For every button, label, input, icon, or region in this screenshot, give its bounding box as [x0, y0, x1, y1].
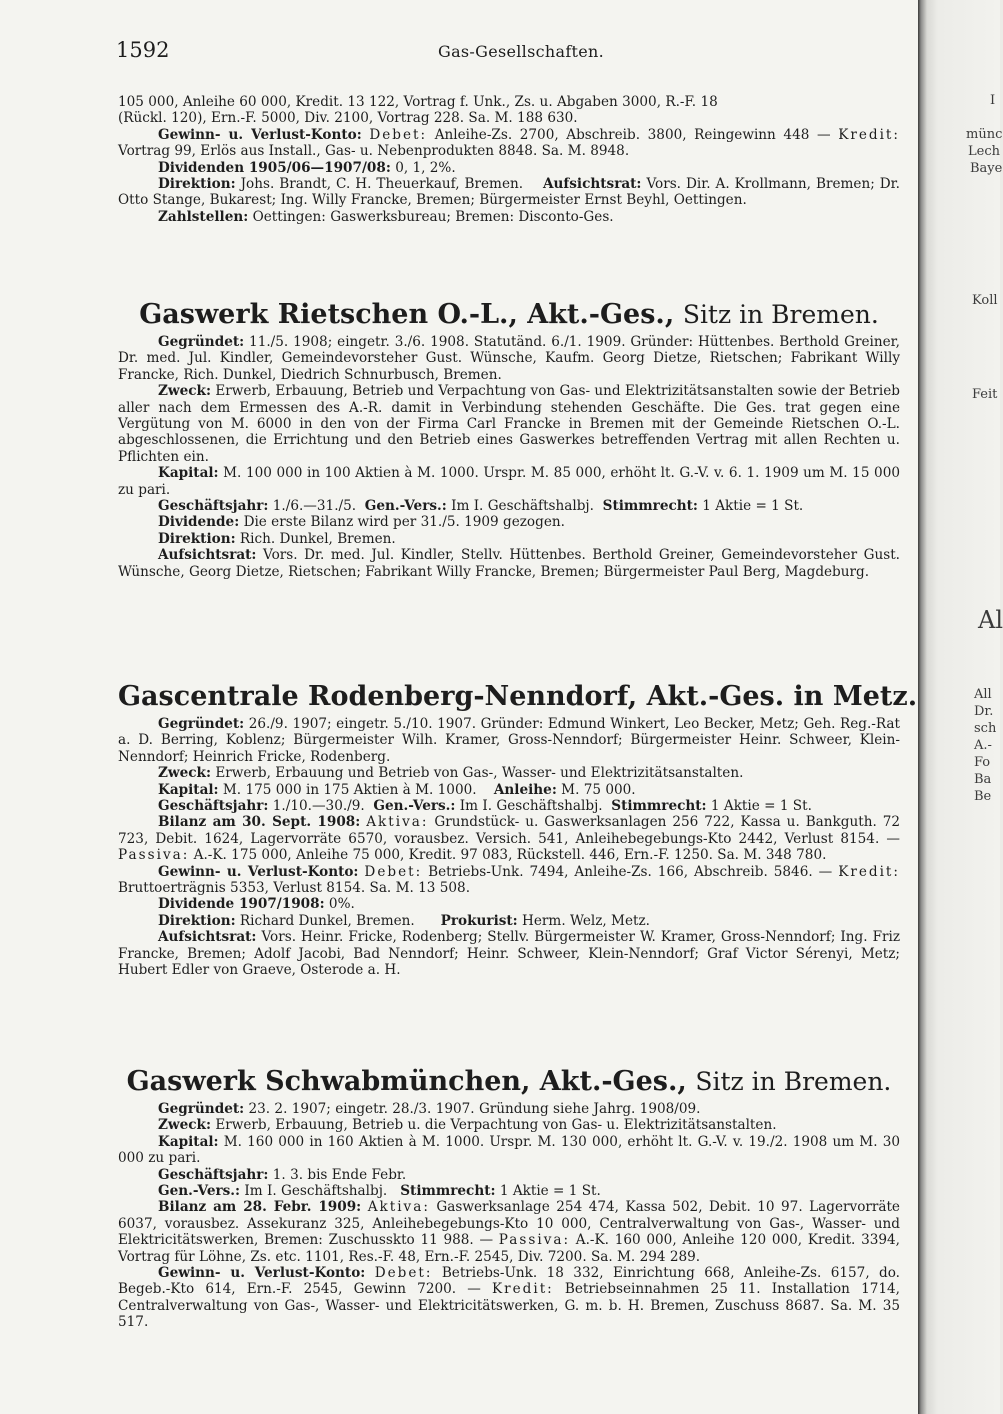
entry-schwabmuenchen: [118, 1101, 900, 1331]
adjacent-page-fragment: Baye: [970, 161, 1003, 176]
balance-sheet: Bilanz am 30. Sept. 1908: Aktiva: Grundstück- u. Gaswerksanlagen 256 722, Kassa u. Bankguth. 72 723, Debit. 1624, Lagervorräte 6570, vorausbez. Versich. 541, Anleihebegebungs-Kto 2442, Verlust 8154. — Passiva: A.-K. 175 000, Anleihe 75 000, Kredit. 97 083, Rückstell. 446, Ern.-F. 1250. Sa. M. 348 780.: [118, 814, 900, 864]
fiscal-year: [118, 498, 900, 514]
purpose-value: Erwerb, Erbauung und Betrieb von Gas-, Wasser- und Elektrizitätsanstalten.: [215, 765, 744, 782]
debet-label: Debet:: [374, 1265, 433, 1282]
company-seat: Sitz in Bremen.: [682, 300, 879, 329]
dividend: [118, 896, 900, 912]
fiscal-year-label: Geschäftsjahr:: [158, 798, 269, 815]
general-meeting-label: Gen.-Vers.:: [364, 498, 447, 515]
direktion: [118, 531, 900, 547]
adjacent-page-fragment: Ba: [974, 772, 992, 787]
voting-right-value: 1 Aktie = 1 St.: [499, 1183, 601, 1200]
aufsichtsrat-label: Aufsichtsrat:: [543, 176, 642, 193]
founded: [118, 334, 900, 383]
fiscal-year: [118, 1167, 900, 1183]
balance-sheet: Bilanz am 28. Febr. 1909: Aktiva: Gaswerksanlage 254 474, Kassa 502, Debit. 10 97. Lagervorräte 6037, vorausbez. Assekuranz 325, Anleihebegebungs-Kto 10 000, Centralverwaltung von Gas-, Wasser- und Elektricitätswerken, Bremen: Zuschusskto 11 988. — Passiva: A.-K. 160 000, Anleihe 120 000, Kredit. 3394, Vortrag für Löhne, Zs. etc. 1101, Res.-F. 48, Ern.-F. 2545, Div. 7200. Sa. M. 294 289.: [118, 1199, 900, 1265]
adjacent-page-fragment: All: [974, 687, 992, 702]
voting-right-label: Stimmrecht:: [400, 1183, 496, 1200]
company-name: Gaswerk Schwabmünchen, Akt.-Ges.,: [126, 1066, 687, 1097]
page-number: 1592: [116, 38, 170, 62]
balance-label: Bilanz am 30. Sept. 1908:: [158, 814, 361, 831]
debet-value: Anleihe-Zs. 2700, Abschreib. 3800, Reingewinn 448: [434, 126, 810, 143]
profit-loss: Gewinn- u. Verlust-Konto: Debet: Betriebs-Unk. 18 332, Einrichtung 668, Anleihe-Zs. 6157, do. Begeb.-Kto 614, Ern.-F. 2545, Gewinn 7200. — Kredit: Betriebseinnahmen 25 11. Installation 1714, Centralverwaltung von Gas-, Wasser- und Elektricitätswerken, G. m. b. H. Bremen, Zuschuss 8687. Sa. M. 35 517.: [118, 1265, 900, 1331]
aufsichtsrat-value: Vors. Heinr. Fricke, Rodenberg; Stellv. Bürgermeister W. Kramer, Gross-Nenndorf; Ing. Friz Francke, Bremen; Adolf Jacobi, Bad Nenndorf; Heinr. Schweer, Klein-Nenndorf; Graf Victor Sérenyi, Metz; Hubert Edler von Graeve, Osterode a. H.: [118, 929, 901, 979]
adjacent-page-fragment: Fo: [974, 755, 991, 770]
entry-rietschen: [118, 334, 900, 580]
adjacent-page-fragment: Dr.: [974, 704, 994, 719]
passiva-value: A.-K. 160 000, Anleihe 120 000, Kredit. 3394, Vortrag für Löhne, Zs. etc. 1101, Res.-F. 48, Ern.-F. 2545, Div. 7200. Sa. M. 294 289.: [118, 1232, 900, 1265]
aktiva-value: Grundstück- u. Gaswerksanlagen 256 722, Kassa u. Bankguth. 72 723, Debit. 1624, Lagervorräte 6570, vorausbez. Versich. 541, Anleihebegebungs-Kto 2442, Verlust 8154.: [118, 814, 900, 847]
aufsichtsrat-label: Aufsichtsrat:: [158, 547, 257, 564]
loan-label: Anleihe:: [493, 781, 557, 798]
zahlstellen-label: Zahlstellen:: [158, 208, 249, 225]
profit-loss: Gewinn- u. Verlust-Konto: Debet: Betriebs-Unk. 7494, Anleihe-Zs. 166, Abschreib. 5846. — Kredit: Bruttoerträgnis 5353, Verlust 8154. Sa. M. 13 508.: [118, 863, 900, 897]
prev-paying-agents: [118, 209, 900, 225]
balance-label: Bilanz am 28. Febr. 1909:: [158, 1199, 362, 1216]
adjacent-page-fragment: I: [990, 93, 996, 108]
founded-value: 26./9. 1907; eingetr. 5./10. 1907. Gründer: Edmund Winkert, Leo Becker, Metz; Geh. Reg.-Rat a. D. Berring, Koblenz; Bürgermeister Wilh. Kramer, Gross-Nenndorf; Bürgermeister Heinr. Schweer, Klein-Nenndorf; Heinrich Fricke, Rodenberg.: [118, 716, 900, 765]
dividend-value: 0%.: [328, 896, 355, 913]
general-meeting-label: Gen.-Vers.:: [158, 1183, 241, 1200]
aufsichtsrat: [118, 547, 900, 580]
adjacent-page-fragment: Al: [978, 606, 1003, 634]
aktiva-value: Gaswerksanlage 254 474, Kassa 502, Debit. 10 97. Lagervorräte 6037, vorausbez. Assekuranz 325, Anleihebegebungs-Kto 10 000, Centralverwaltung von Gas-, Wasser- und Elektricitätswerken, Bremen: Zuschusskto 11 988.: [118, 1199, 900, 1249]
direktion-label: Direktion:: [158, 176, 236, 193]
voting-right-label: Stimmrecht:: [602, 498, 698, 515]
direktion-label: Direktion:: [158, 530, 236, 547]
capital-label: Kapital:: [158, 465, 219, 482]
loan-value: M. 75 000.: [561, 781, 636, 798]
voting-right-value: 1 Aktie = 1 St.: [710, 798, 812, 815]
founded-value: 11./5. 1908; eingetr. 3./6. 1908. Statutänd. 6./1. 1909. Gründer: Hüttenbes. Berthold Greiner, Dr. med. Jul. Kindler, Gemeindevorsteher Gust. Wünsche, Kaufm. Georg Dietze, Rietschen; Fabrikant Willy Francke, Rich. Dunkel, Diedrich Schnurbusch, Bremen.: [118, 334, 900, 383]
company-name: Gascentrale Rodenberg-Nenndorf, Akt.-Ges. in Metz.: [118, 681, 918, 712]
fiscal-year-value: 1. 3. bis Ende Febr.: [272, 1166, 407, 1183]
direktion: [118, 913, 900, 929]
fiscal-year: [118, 798, 900, 814]
purpose-label: Zweck:: [158, 765, 211, 782]
guv-label: Gewinn- u. Verlust-Konto:: [158, 863, 359, 880]
purpose-value: Erwerb, Erbauung, Betrieb und Verpachtung von Gas- und Elektrizitätsanstalten sowie der Betrieb aller nach dem Ermessen des A.-R. damit in Verbindung stehenden Geschäfte. Die Ges. trat gegen eine Vergütung von M. 6000 in den von der Firma Carl Francke in Bremen mit der Gemeinde Rietschen O.-L. abgeschlossenen, die Errichtung und den Betrieb eines Gaswerkes betreffenden Vertrag mit allen Rechten u. Pflichten ein.: [118, 383, 900, 465]
capital: [118, 465, 900, 498]
direktion-value: Rich. Dunkel, Bremen.: [239, 530, 396, 547]
prev-guv: Gewinn- u. Verlust-Konto: Debet: Anleihe-Zs. 2700, Abschreib. 3800, Reingewinn 448 — Kredit: Vortrag 99, Erlös aus Install., Gas- u. Nebenprodukten 8848. Sa. M. 8948.: [118, 126, 900, 160]
founded: [118, 716, 900, 765]
adjacent-page-fragment: münc: [966, 127, 1003, 142]
company-title-schwabmuenchen: [118, 1065, 900, 1099]
passiva-value: A.-K. 175 000, Anleihe 75 000, Kredit. 97 083, Rückstell. 446, Ern.-F. 1250. Sa. M. 348 780.: [193, 847, 827, 864]
dividend-value: Die erste Bilanz wird per 31./5. 1909 gezogen.: [243, 514, 565, 531]
capital: [118, 782, 900, 798]
adjacent-page-fragment: Lech: [968, 144, 1000, 159]
page-header: [116, 38, 896, 68]
aufsichtsrat-label: Aufsichtsrat:: [158, 929, 257, 946]
fiscal-year-label: Geschäftsjahr:: [158, 498, 269, 515]
aufsichtsrat: [118, 929, 900, 978]
adjacent-page-fragment: Feit: [972, 387, 998, 402]
debet-label: Debet:: [369, 126, 428, 143]
company-seat: Sitz in Bremen.: [695, 1067, 892, 1096]
dividends-label: Dividenden 1905/06—1907/08:: [158, 159, 391, 176]
zahlstellen-value: Oettingen: Gaswerksbureau; Bremen: Disconto-Ges.: [252, 208, 614, 225]
prev-board: [118, 176, 900, 209]
prev-dividends: [118, 160, 900, 176]
aufsichtsrat-value: Vors. Dr. med. Jul. Kindler, Stellv. Hüttenbes. Berthold Greiner, Gemeindevorsteher Gust. Wünsche, Georg Dietze, Rietschen; Fabrikant Willy Francke, Bremen; Bürgermeister Paul Berg, Magdeburg.: [118, 547, 900, 580]
general-meeting-value: Im I. Geschäftshalbj.: [451, 498, 594, 515]
founded-label: Gegründet:: [158, 334, 245, 350]
debet-value: Betriebs-Unk. 18 332, Einrichtung 668, Anleihe-Zs. 6157, do. Begeb.-Kto 614, Ern.-F. 2545, Gewinn 7200.: [118, 1265, 900, 1298]
aufsichtsrat-value: Vors. Dir. A. Krollmann, Bremen; Dr. Otto Stange, Bukarest; Ing. Willy Francke, Bremen; Bürgermeister Ernst Beyhl, Oettingen.: [118, 176, 900, 209]
dividend: [118, 514, 900, 530]
debet-value: Betriebs-Unk. 7494, Anleihe-Zs. 166, Abschreib. 5846.: [428, 863, 813, 880]
guv-label: Gewinn- u. Verlust-Konto:: [158, 1265, 366, 1282]
general-meeting-label: Gen.-Vers.:: [373, 798, 456, 815]
kredit-label: Kredit:: [838, 863, 900, 880]
direktion-value: Johs. Brandt, C. H. Theuerkauf, Bremen.: [240, 176, 524, 193]
dividend-label: Dividende 1907/1908:: [158, 896, 325, 913]
capital-value: M. 100 000 in 100 Aktien à M. 1000. Urspr. M. 85 000, erhöht lt. G.-V. v. 6. 1. 1909 um M. 15 000 zu pari.: [118, 465, 900, 498]
company-name: Gaswerk Rietschen O.-L., Akt.-Ges.,: [139, 299, 675, 330]
aktiva-label: Aktiva:: [367, 1199, 430, 1216]
fiscal-year-value: 1./10.—30./9.: [272, 798, 365, 815]
passiva-label: Passiva:: [118, 847, 190, 864]
prev-balance-line: (Rückl. 120), Ern.-F. 5000, Div. 2100, Vortrag 228. Sa. M. 188 630.: [118, 110, 578, 127]
general-meeting: [118, 1183, 900, 1199]
debet-label: Debet:: [364, 863, 423, 880]
general-meeting-value: Im I. Geschäftshalbj.: [244, 1183, 388, 1200]
kredit-value: Betriebseinnahmen 25 11. Installation 1714, Centralverwaltung von Gas-, Wasser- und Elektricitätswerken, G. m. b. H. Bremen, Zuschuss 8687. Sa. M. 35 517.: [118, 1281, 900, 1331]
fiscal-year-label: Geschäftsjahr:: [158, 1166, 269, 1183]
prev-entry: [118, 94, 900, 225]
direktion-label: Direktion:: [158, 912, 236, 929]
kredit-label: Kredit:: [491, 1281, 554, 1298]
capital-label: Kapital:: [158, 1133, 219, 1150]
purpose: [118, 1117, 900, 1133]
capital-value: M. 160 000 in 160 Aktien à M. 1000. Urspr. M. 130 000, erhöht lt. G.-V. v. 19./2. 1908 um M. 30 000 zu pari.: [118, 1133, 900, 1167]
prev-balance-line: 105 000, Anleihe 60 000, Kredit. 13 122, Vortrag f. Unk., Zs. u. Abgaben 3000, R.-F. 18: [118, 94, 718, 110]
adjacent-page-fragment: A.-: [974, 738, 992, 753]
book-gutter: [918, 0, 1003, 1414]
founded-value: 23. 2. 1907; eingetr. 28./3. 1907. Gründung siehe Jahrg. 1908/09.: [248, 1101, 701, 1117]
purpose-value: Erwerb, Erbauung, Betrieb u. die Verpachtung von Gas- u. Elektrizitätsanstalten.: [215, 1117, 777, 1134]
kredit-value: Bruttoerträgnis 5353, Verlust 8154. Sa. M. 13 508.: [118, 880, 471, 897]
adjacent-page-fragment: sch: [974, 721, 997, 736]
purpose: [118, 383, 900, 465]
company-title-rodenberg: [118, 680, 918, 714]
guv-label: Gewinn- u. Verlust-Konto:: [158, 126, 362, 143]
capital: [118, 1134, 900, 1167]
voting-right-value: 1 Aktie = 1 St.: [702, 498, 804, 515]
fiscal-year-value: 1./6.—31./5.: [272, 498, 357, 515]
running-head: Gas-Gesellschaften.: [438, 42, 605, 61]
founded-label: Gegründet:: [158, 716, 245, 732]
dividend-label: Dividende:: [158, 514, 240, 531]
general-meeting-value: Im I. Geschäftshalbj.: [459, 798, 603, 815]
aktiva-label: Aktiva:: [366, 814, 429, 831]
entry-rodenberg: [118, 716, 900, 979]
capital-label: Kapital:: [158, 781, 219, 798]
purpose-label: Zweck:: [158, 383, 211, 400]
prokurist-value: Herm. Welz, Metz.: [522, 912, 650, 929]
dividends-value: 0, 1, 2%.: [395, 159, 456, 176]
kredit-value: Vortrag 99, Erlös aus Install., Gas- u. Nebenprodukten 8848. Sa. M. 8948.: [118, 143, 630, 160]
founded-label: Gegründet:: [158, 1101, 245, 1117]
purpose: [118, 765, 900, 781]
adjacent-page-fragment: Be: [974, 789, 992, 804]
founded: [118, 1101, 900, 1117]
kredit-label: Kredit:: [838, 126, 900, 143]
company-title-rietschen: [118, 298, 900, 332]
adjacent-page-fragment: Koll: [972, 293, 998, 308]
prokurist-label: Prokurist:: [440, 912, 518, 929]
capital-value: M. 175 000 in 175 Aktien à M. 1000.: [222, 781, 477, 798]
purpose-label: Zweck:: [158, 1117, 211, 1134]
voting-right-label: Stimmrecht:: [611, 798, 707, 815]
direktion-value: Richard Dunkel, Bremen.: [239, 912, 415, 929]
passiva-label: Passiva:: [498, 1232, 571, 1249]
